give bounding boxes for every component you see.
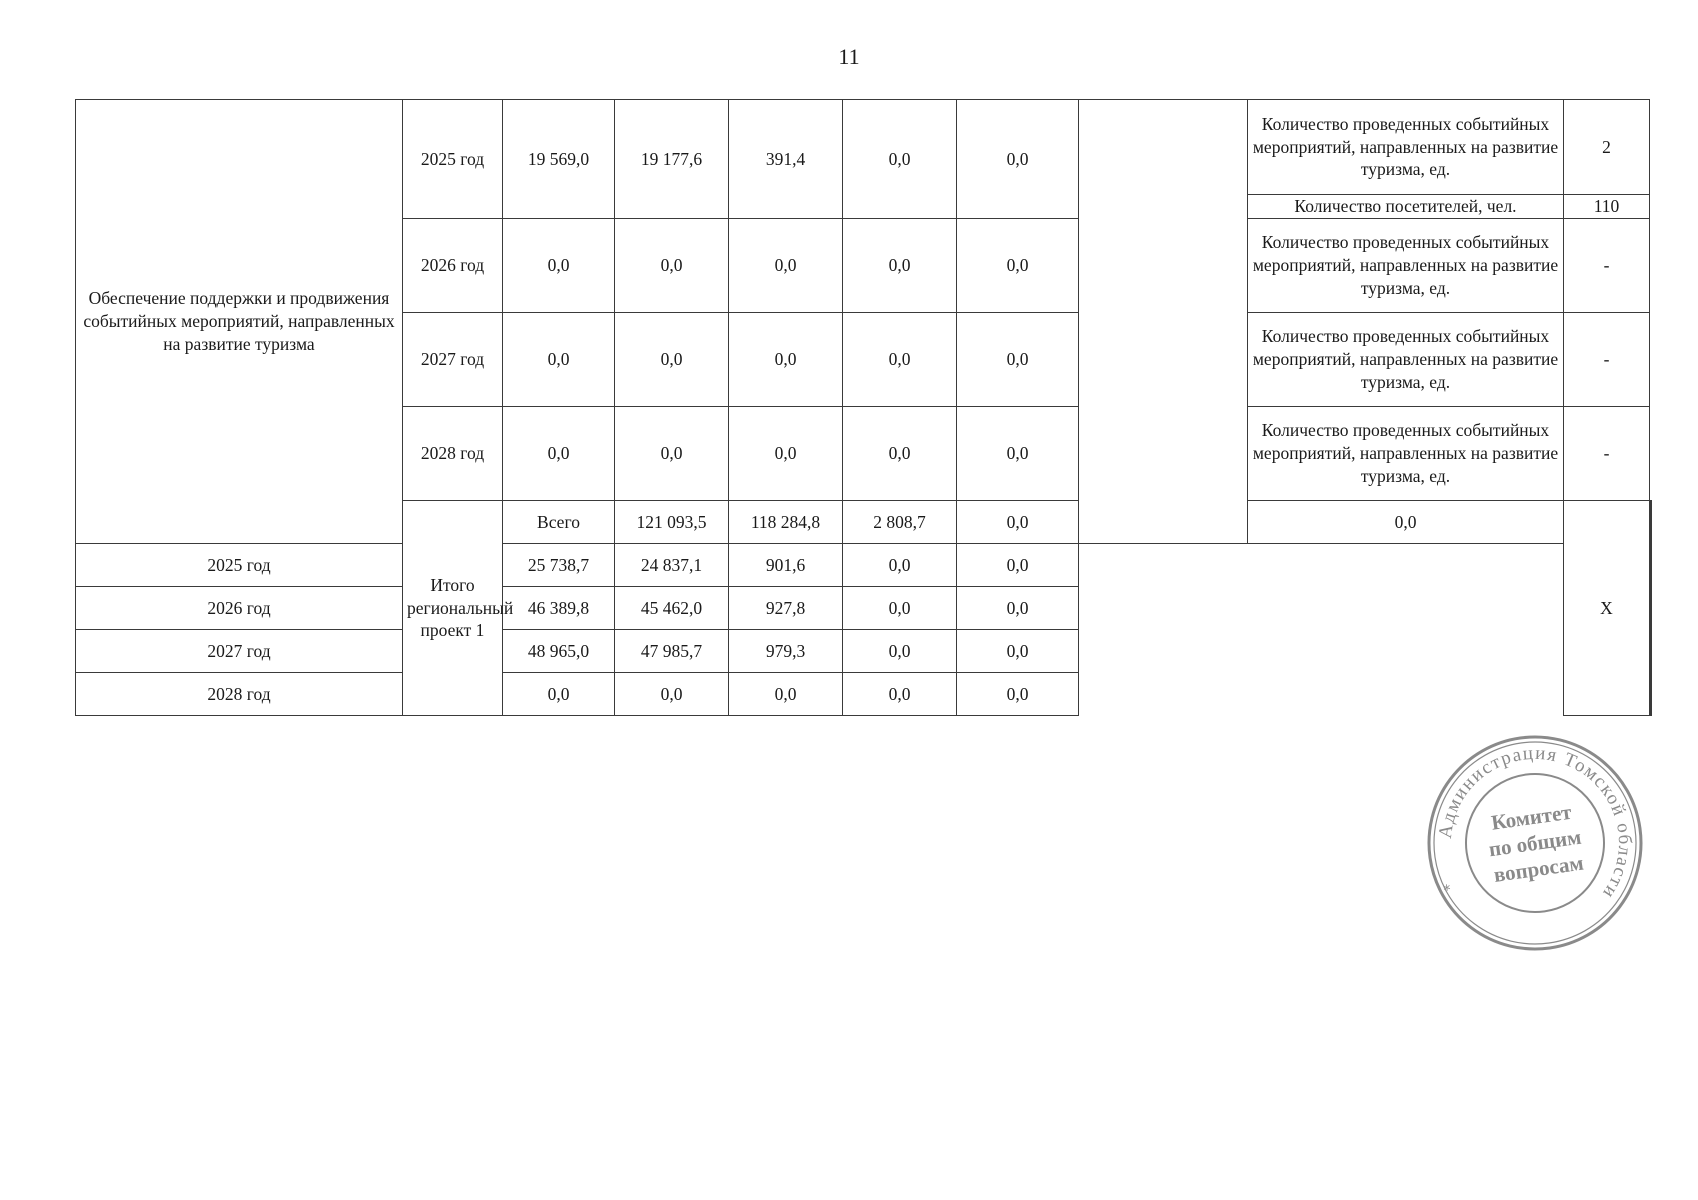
- table-row: [76, 544, 1652, 587]
- value-cell: 0,0: [957, 100, 1079, 219]
- indicator-name-cell: Количество проведенных событийных мероприятий, направленных на развитие туризма, ед.: [1248, 407, 1564, 501]
- value-cell: 0,0: [729, 673, 843, 716]
- total-name-cell: Итого региональный проект 1: [403, 501, 503, 716]
- budget-table: [75, 99, 1652, 716]
- value-cell: 47 985,7: [615, 630, 729, 673]
- value-cell: 0,0: [843, 407, 957, 501]
- executor-cell: [1079, 100, 1248, 544]
- value-cell: 25 738,7: [503, 544, 615, 587]
- value-cell: 118 284,8: [729, 501, 843, 544]
- value-cell: 121 093,5: [615, 501, 729, 544]
- event-name-cell: Обеспечение поддержки и продвижения событийных мероприятий, направленных на развитие туризма: [76, 100, 403, 544]
- value-cell: 0,0: [957, 407, 1079, 501]
- value-cell: 0,0: [843, 673, 957, 716]
- value-cell: 0,0: [729, 219, 843, 313]
- indicator-name-cell: Количество проведенных событийных мероприятий, направленных на развитие туризма, ед.: [1248, 219, 1564, 313]
- value-cell: 0,0: [615, 673, 729, 716]
- stamp-star-icon: *: [1442, 882, 1452, 900]
- period-cell: 2028 год: [76, 673, 403, 716]
- indicator-name-cell: Количество проведенных событийных мероприятий, направленных на развитие туризма, ед.: [1248, 100, 1564, 195]
- value-cell: 901,6: [729, 544, 843, 587]
- value-cell: 0,0: [957, 587, 1079, 630]
- table-row: [76, 630, 1652, 673]
- value-cell: 24 837,1: [615, 544, 729, 587]
- value-cell: 0,0: [615, 219, 729, 313]
- value-cell: 0,0: [843, 100, 957, 219]
- stamp-line2: по общим: [1487, 824, 1583, 862]
- value-cell: 0,0: [729, 407, 843, 501]
- year-cell: 2028 год: [403, 407, 503, 501]
- value-cell: 0,0: [957, 501, 1079, 544]
- value-cell: 2 808,7: [843, 501, 957, 544]
- value-cell: 391,4: [729, 100, 843, 219]
- value-cell: 979,3: [729, 630, 843, 673]
- value-cell: 0,0: [957, 630, 1079, 673]
- value-cell: 0,0: [843, 544, 957, 587]
- total-indicator-value-cell: [1651, 501, 1652, 716]
- value-cell: 46 389,8: [503, 587, 615, 630]
- value-cell: 0,0: [957, 544, 1079, 587]
- value-cell: 0,0: [615, 407, 729, 501]
- value-cell: 0,0: [957, 673, 1079, 716]
- indicator-value-cell: 110: [1564, 195, 1650, 219]
- stamp-ring-text: Администрация Томской области: [1434, 742, 1636, 904]
- value-cell: 19 177,6: [615, 100, 729, 219]
- period-cell: Всего: [503, 501, 615, 544]
- value-cell: 0,0: [843, 219, 957, 313]
- value-cell: 0,0: [1248, 501, 1564, 544]
- stamp: [1424, 732, 1646, 954]
- page-number: 11: [838, 44, 860, 69]
- value-cell: 0,0: [843, 630, 957, 673]
- indicator-value-cell: -: [1564, 313, 1650, 407]
- year-cell: 2026 год: [403, 219, 503, 313]
- value-cell: 0,0: [503, 313, 615, 407]
- year-cell: 2027 год: [403, 313, 503, 407]
- value-cell: 0,0: [503, 219, 615, 313]
- period-cell: 2026 год: [76, 587, 403, 630]
- indicator-name-cell: Количество посетителей, чел.: [1248, 195, 1564, 219]
- table-row: [76, 587, 1652, 630]
- indicator-name-cell: Количество проведенных событийных мероприятий, направленных на развитие туризма, ед.: [1248, 313, 1564, 407]
- year-cell: 2025 год: [403, 100, 503, 219]
- indicator-value-cell: -: [1564, 219, 1650, 313]
- value-cell: 0,0: [503, 673, 615, 716]
- value-cell: 0,0: [957, 219, 1079, 313]
- indicator-value-cell: 2: [1564, 100, 1650, 195]
- table-row: [76, 100, 1652, 195]
- table-row: [76, 673, 1652, 716]
- period-cell: 2027 год: [76, 630, 403, 673]
- value-cell: 0,0: [503, 407, 615, 501]
- value-cell: 45 462,0: [615, 587, 729, 630]
- stamp-group: [1424, 732, 1646, 954]
- value-cell: 0,0: [615, 313, 729, 407]
- value-cell: 0,0: [843, 313, 957, 407]
- value-cell: 0,0: [843, 587, 957, 630]
- value-cell: 0,0: [957, 313, 1079, 407]
- period-cell: 2025 год: [76, 544, 403, 587]
- value-cell: 48 965,0: [503, 630, 615, 673]
- value-cell: 0,0: [729, 313, 843, 407]
- stamp-line3: вопросам: [1492, 850, 1586, 887]
- stamp-line1: Комитет: [1489, 799, 1573, 835]
- indicator-value-cell: -: [1564, 407, 1650, 501]
- value-cell: 19 569,0: [503, 100, 615, 219]
- value-cell: 927,8: [729, 587, 843, 630]
- total-executor-cell: Х: [1564, 501, 1650, 716]
